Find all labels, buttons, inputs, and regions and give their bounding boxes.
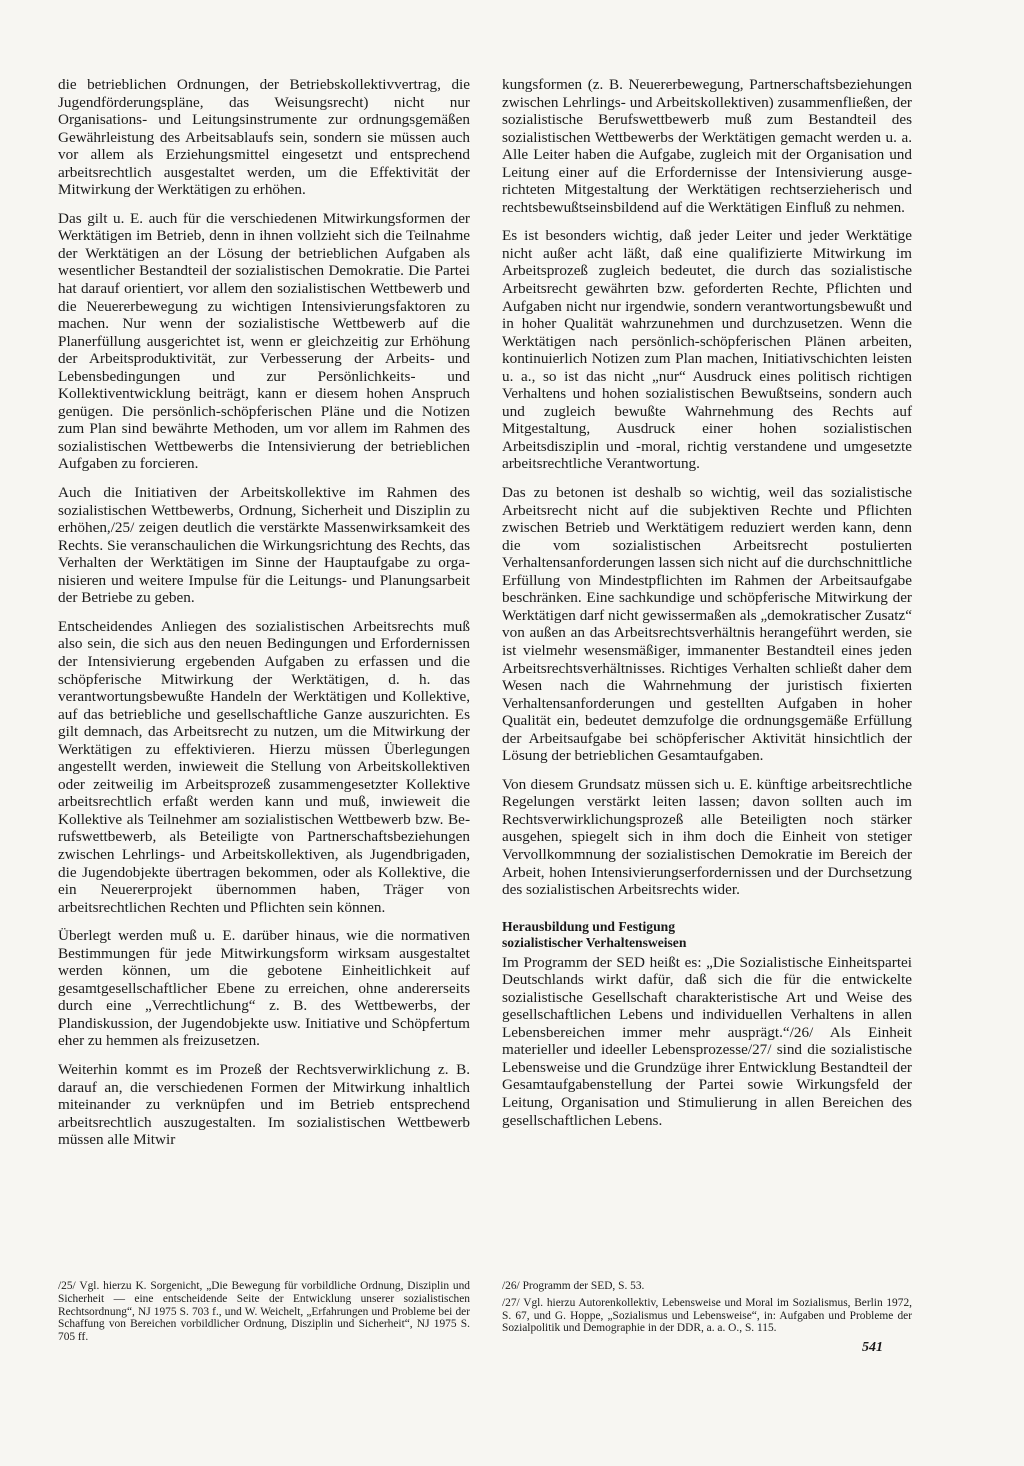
footnotes-left [58,1280,470,1348]
paragraph: Von diesem Grundsatz müssen sich u. E. künftige arbeitsrechtliche Regelungen verstärkt leiten lassen; davon sollten auch im Rechtsverwirklichungsprozeß alle Beteiligten noch stärker ausgehen, spiegelt sich in ihm doch die Einheit von stetiger Vervollkommnung der sozialistischen Demokratie im Bereich der Arbeit, hohen Intensivierungserfordernissen und der Durchsetzung des sozialistischen Arbeitsrechts wider. [502,775,912,899]
section-heading [502,919,912,951]
paragraph: Entscheidendes Anliegen des sozialistischen Arbeitsrechts muß also sein, die sich aus den neuen Bedingungen und Erfordernissen der Intensivierung ergebenden Aufgaben zu erfassen und die schöpferische Mitwirkung der Werktätigen, d. h. das verantwortungsbewußte Handeln der Werktätigen und Kollektive, auf das betriebliche und gesellschaftliche Ganze auszurichten. Es gilt demnach, das Arbeitsrecht zu nutzen, um die Mitwirkung der Werktätigen zu effektivieren. Hierzu müssen Überlegungen angestellt werden, inwieweit die Stellung von Arbeitskollektiven oder zeitweilig im Arbeitsprozeß zusammengesetzter Kollektive arbeitsrechtlich erfaßt werden kann und muß, inwieweit die Kollektive als Teilnehmer am sozialistischen Wettbewerb bzw. Berufswettbewerb, als Beteiligte von Partnerschaftsbeziehungen zwischen Lehrlings- und Arbeitskollektiven, als Jugendbrigaden, die Jugendobjekte übertragen bekommen, oder als Kollektive, die ein Neuererprojekt übernommen haben, Träger von arbeitsrechtlichen Rechten und Pflichten sein können. [58,617,470,916]
paragraph: Es ist besonders wichtig, daß jeder Leiter und jeder Werktätige nicht außer acht läßt, daß eine qualifizierte Mitwirkung im Arbeitsprozeß zugleich bedeutet, die durch das sozialistische Arbeitsrecht gewährten bzw. geforderten Rechte, Pflichten und Aufgaben nicht nur irgendwie, sondern verantwortungsbewußt und in hoher Qualität wahrzunehmen und durchzusetzen. Wenn die Werktätigen nach persönlich-schöpferischen Plänen arbeiten, kontinuierlich Notizen zum Plan machen, Initiativschichten leisten u. a., so ist das nicht „nur“ Ausdruck eines politisch richtigen Verhaltens und hohen sozialistischen Bewußtseins, sondern auch und zugleich bewußte Wahrnehmung des Rechts auf Mitgestaltung, Ausdruck einer hohen sozialistischen Arbeitsdisziplin und -moral, richtig verstandene und umgesetzte arbeitsrechtliche Verantwortung. [502,227,912,473]
section-heading-line-1: Herausbildung und Festigung [502,918,676,934]
paragraph: die betrieblichen Ordnungen, der Betriebskollektivvertrag, die Jugendförderungspläne, das Weisungsrecht) nicht nur Organisations- und Leitungsinstrumente zur ordnungsgemäßen Gewährleistung des Arbeitsablaufs sein, sondern sie müssen auch vor allem als Erziehungsmittel eingesetzt und entsprechend arbeitsrechtlich ausgestaltet werden, um die Effektivität der Mitwirkung der Werktätigen zu erhöhen. [58,76,470,199]
section-heading-line-2: sozialistischer Verhaltensweisen [502,934,687,950]
paragraph: Das gilt u. E. auch für die verschiedenen Mitwirkungsformen der Werktätigen im Betrieb, denn in ihnen vollzieht sich die Teilnahme der Werktätigen an der Lösung der betrieblichen Aufgaben als wesentlicher Bestandteil der sozialistischen Demokratie. Die Partei hat darauf orientiert, vor allem den sozialistischen Wettbewerb und die Neuererbewegung zu wichtigen Intensivierungsfaktoren zu machen. Nur wenn der sozialistische Wettbewerb auf die Planerfüllung ausgerichtet ist, wenn er gleichzeitig zur Erhöhung der Arbeitsproduktivität, zur Verbesserung der Arbeits- und Lebensbedingungen und zur Persönlichkeits- und Kollektiventwicklung beiträgt, kann er diesem hohen Anspruch genügen. Die persönlich-schöpferischen Pläne und die Notizen zum Plan sind bewährte Methoden, um vor allem im Rahmen des sozialistischen Wettbewerbs die Intensivierung der betrieblichen Aufgaben zu forcieren. [58,209,470,473]
paragraph: kungsformen (z. B. Neuererbewegung, Partnerschaftsbeziehungen zwischen Lehrlings- und Arbeitskollektiven) zusammenfließen, der sozialistische Berufswettbewerb muß zum Bestandteil des sozialistischen Wettbewerbs der Werktätigen gemacht werden u. a. Alle Leiter haben die Aufgabe, zugleich mit der Organisation und Leitung einer auf die Erfordernisse der Intensivierung ausgerichteten Mitgestaltung der Werktätigen rechtserzieherisch und rechtsbewußtseinsbildend auf die Werktätigen Einfluß zu nehmen. [502,76,912,216]
paragraph: Auch die Initiativen der Arbeitskollektive im Rahmen des sozialistischen Wettbewerbs, Ordnung, Sicherheit und Disziplin zu erhöhen,/25/ zeigen deutlich die verstärkte Massenwirksamkeit des Rechts. Sie veranschaulichen die Wirkungsrichtung des Rechts, das Verhalten der Werktätigen im Sinne der Hauptaufgabe zu organisieren und weitere Impulse für die Leitungs- und Planungsarbeit der Betriebe zu geben. [58,484,470,607]
footnote-25: /25/ Vgl. hierzu K. Sorgenicht, „Die Bewegung für vorbildliche Ordnung, Disziplin und Sicherheit — eine entscheidende Seite der Entwicklung unserer sozialistischen Rechtsordnung“, NJ 1975 S. 703 f., und W. Weichelt, „Erfahrungen und Probleme bei der Schaffung von Bereichen vorbildlicher Ordnung, Disziplin und Sicherheit“, NJ 1975 S. 705 ff. [58,1280,470,1344]
footnotes-right [502,1280,912,1339]
left-column [58,76,470,1160]
paragraph: Weiterhin kommt es im Prozeß der Rechtsverwirklichung z. B. darauf an, die verschiedenen Formen der Mitwirkung inhaltlich miteinander zu verknüpfen und im Betrieb entsprechend arbeitsrechtlich auszugestalten. Im sozialistischen Wettbewerb müssen alle Mitwir [58,1060,470,1149]
footnote-26: /26/ Programm der SED, S. 53. [502,1280,645,1292]
paragraph: Im Programm der SED heißt es: „Die Sozialistische Einheitspartei Deutschlands wirkt dafür, daß sich die für die entwickelte sozialistische Gesellschaft charakteristische Art und Weise des gesellschaftlichen Lebens und individuellen Verhaltens in allen Lebensbereichen immer mehr ausprägt.“/26/ Als Einheit materieller und ideeller Lebensprozesse/27/ sind die sozialistische Lebensweise und die Grundzüge ihrer Entwicklung Bestandteil der Gesamtaufgabenstellung der Partei sowie Wirkungsfeld der Leitung, Organisation und Stimulierung in allen Bereichen des gesellschaftlichen Lebens. [502,953,912,1129]
right-column [502,76,912,1140]
footnote-27: /27/ Vgl. hierzu Autorenkollektiv, Lebensweise und Moral im Sozialismus, Berlin 1972, S. 67, und G. Hoppe, „Sozialismus und Lebensweise“, in: Aufgaben und Probleme der Sozialpolitik und Demographie in der DDR, a. a. O., S. 115. [502,1296,912,1335]
page-number: 541 [862,1340,883,1355]
paragraph: Das zu betonen ist deshalb so wichtig, weil das sozialistische Arbeitsrecht nicht auf die subjektiven Rechte und Pflichten zwischen Betrieb und Werktätigem reduziert werden kann, denn die vom sozialistischen Arbeitsrecht postulierten Verhaltensanforderungen lassen sich nicht auf die durchschnittliche Erfüllung von Mindestpflichten im Rahmen der Arbeitsaufgabe beschränken. Eine sachkundige und schöpferische Mitwirkung der Werktätigen darf nicht gewissermaßen als „demokratischer Zusatz“ von außen an das Arbeitsrechtsverhältnis herangeführt werden, sie ist vielmehr wesensmäßiger, immanenter Bestandteil eines jeden Arbeitsrechtsverhältnisses. Richtiges Verhalten schließt daher dem Wesen nach die Wahrnehmung der juristisch fixierten Verhaltensanforderungen und gestellten Aufgaben in hoher Qualität ein, bedeutet demzufolge die ordnungsgemäße Erfüllung der Arbeitsaufgabe bei schöpferischer Aktivität hinsichtlich der Lösung der betrieblichen Gesamtaufgaben. [502,484,912,765]
paragraph: Überlegt werden muß u. E. darüber hinaus, wie die normativen Bestimmungen für jede Mitwirkungsform wirksam ausgestaltet werden können, um die gebotene Einheitlichkeit auf gesamtgesellschaftlicher Ebene zu erreichen, ohne andererseits durch eine „Verrechtlichung“ z. B. des Wettbewerbs, der Plandiskussion, der Jugendobjekte usw. Initiative und Schöpfertum eher zu hemmen als freizusetzen. [58,927,470,1050]
